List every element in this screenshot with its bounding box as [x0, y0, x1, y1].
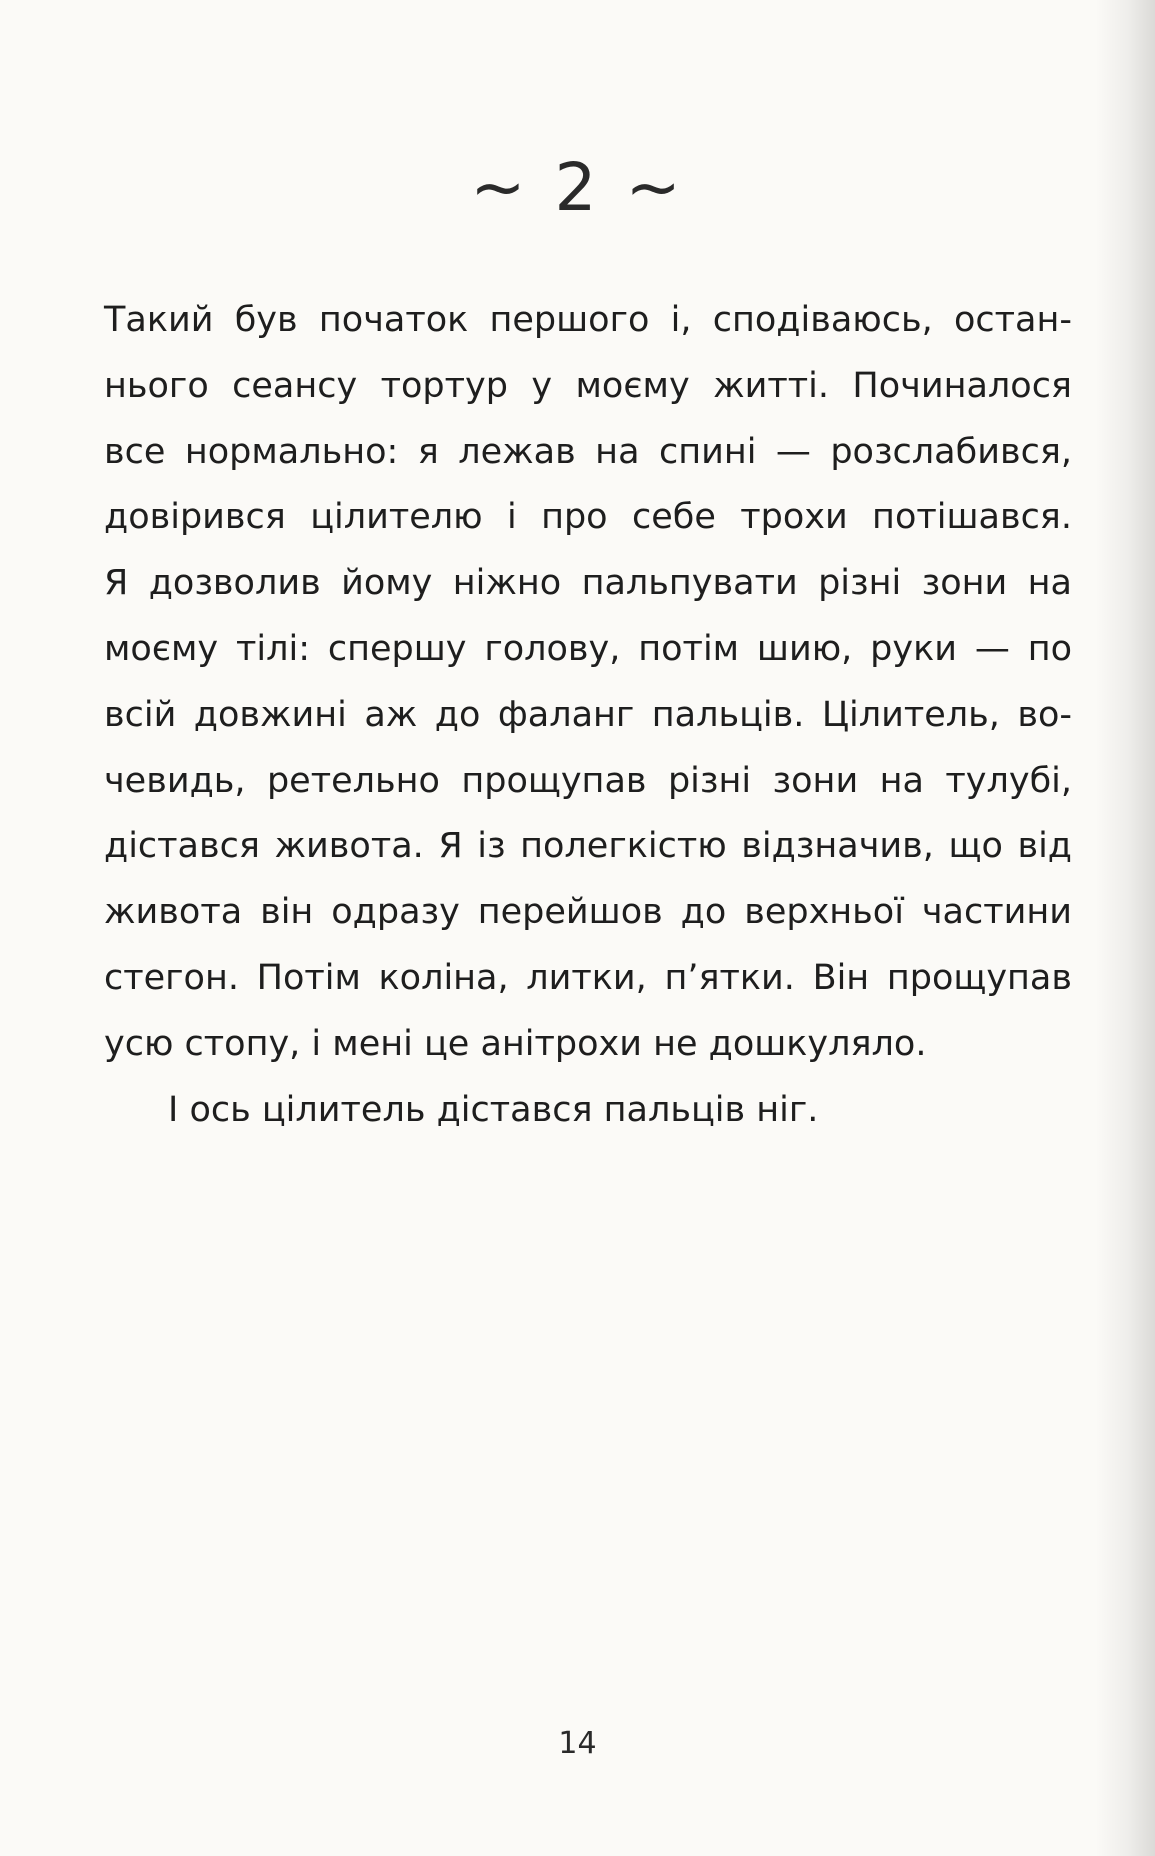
page-edge-shadow — [1095, 0, 1155, 1856]
text-line: нього сеансу тортур у моєму житті. Починалося — [104, 365, 1072, 406]
text-line: усю стопу, і мені це анітрохи не дошкуляло. — [104, 1023, 927, 1064]
text-line: довірився цілителю і про себе трохи потішався. — [104, 497, 1072, 538]
text-line: чевидь, ретельно прощупав різні зони на тулубі, — [104, 760, 1072, 801]
text-line: Я дозволив йому ніжно пальпувати різні зони на — [104, 563, 1072, 604]
text-line: моєму тілі: спершу голову, потім шию, руки — по — [104, 628, 1072, 669]
page-number: 14 — [558, 1726, 597, 1761]
text-line: все нормально: я лежав на спині — розслабився, — [104, 431, 1072, 472]
text-line: дістався живота. Я із полегкістю відзначив, що від — [104, 826, 1072, 867]
text-line: стегон. Потім коліна, литки, п’ятки. Він прощупав — [104, 957, 1072, 998]
body-text — [104, 288, 1072, 1143]
chapter-heading: ~ 2 ~ — [470, 149, 685, 226]
text-line: Такий був початок першого і, сподіваюсь, остан- — [104, 300, 1072, 340]
paragraph-2: І ось цілитель дістався пальців ніг. — [168, 1089, 819, 1130]
text-line: живота він одразу перейшов до верхньої частини — [104, 892, 1072, 933]
text-line: всій довжині аж до фаланг пальців. Цілитель, во- — [104, 694, 1072, 735]
